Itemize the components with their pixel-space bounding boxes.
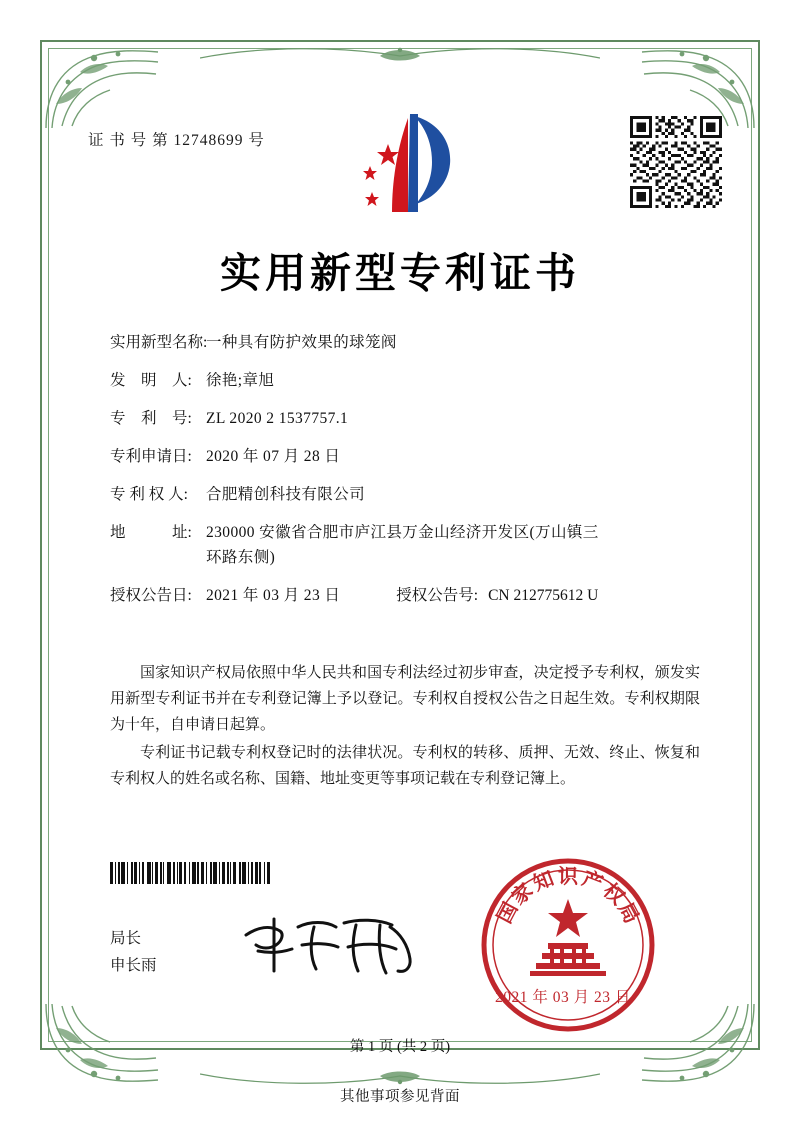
svg-text:家: 家 [506,878,538,910]
page-number: 第 1 页 (共 2 页) [349,1039,451,1055]
seal-date: 2021 年 03 月 23 日 [495,989,631,1006]
field-value-announcement-number: CN 212775612 U [488,586,599,604]
svg-text:权: 权 [598,878,630,910]
field-row [110,373,710,389]
paragraph-1: 国家知识产权局依照中华人民共和国专利法经过初步审查，决定授予专利权，颁发实用新型专利证书并在专利登记簿上予以登记。专利权自授权公告之日起生效。专利权期限为十年，自申请日起算。 [110,665,700,733]
field-row [110,449,710,465]
field-row [110,411,710,427]
field-value-application-date: 2020 年 07 月 28 日 [206,448,341,465]
field-row [110,335,710,351]
cnipa-logo-icon [352,108,460,218]
field-value-address-line2: 环路东侧) [206,548,276,566]
field-value-address-line1: 230000 安徽省合肥市庐江县万金山经济开发区(万山镇三 [206,524,599,541]
field-label-announcement-number: 授权公告号: [396,586,479,604]
field-label-utility-model-name: 实用新型名称: [110,334,208,351]
field-value-announcement-date: 2021 年 03 月 23 日 [206,586,341,604]
corner-ornament-icon [42,42,162,132]
qr-code [630,116,722,208]
field-value-patent-number: ZL 2020 2 1537757.1 [206,410,349,427]
footnote: 其他事项参见背面 [340,1089,460,1105]
svg-text:国: 国 [491,898,523,928]
body-text [110,660,700,794]
field-label-patent-number: 专 利 号: [110,410,192,427]
signature-name-label: 申长雨 [110,957,157,974]
field-value-address [206,525,710,565]
paragraph-2: 专利证书记载专利权登记时的法律状况。专利权的转移、质押、无效、终止、恢复和专利权人的姓名或名称、国籍、地址变更等事项记载在专利登记簿上。 [110,745,700,787]
svg-text:知: 知 [529,865,557,896]
field-label-address: 地 址: [110,524,192,541]
field-value-patentee: 合肥精创科技有限公司 [206,486,366,503]
field-value-utility-model-name: 一种具有防护效果的球笼阀 [206,334,397,351]
signature-title-label: 局长 [110,930,142,947]
svg-text:识: 识 [558,864,578,888]
svg-text:局: 局 [613,898,645,928]
field-label-announcement-date: 授权公告日: [110,586,192,604]
field-row-announcement [110,588,710,604]
field-row [110,487,710,503]
top-edge-ornament-icon [200,44,600,70]
official-seal [478,855,658,1035]
field-row [110,525,710,565]
field-list [110,335,710,626]
field-value-inventor: 徐艳;章旭 [206,372,275,389]
barcode [110,862,310,884]
page-title: 实用新型专利证书 [220,249,580,297]
field-label-application-date: 专利申请日: [110,448,192,465]
field-label-patentee: 专 利 权 人: [110,486,188,503]
signature-labels [110,925,157,979]
certificate-number: 证 书 号 第 12748699 号 [88,132,265,149]
field-label-inventor: 发 明 人: [110,372,192,389]
svg-text:产: 产 [579,865,607,896]
handwritten-signature [240,905,420,985]
